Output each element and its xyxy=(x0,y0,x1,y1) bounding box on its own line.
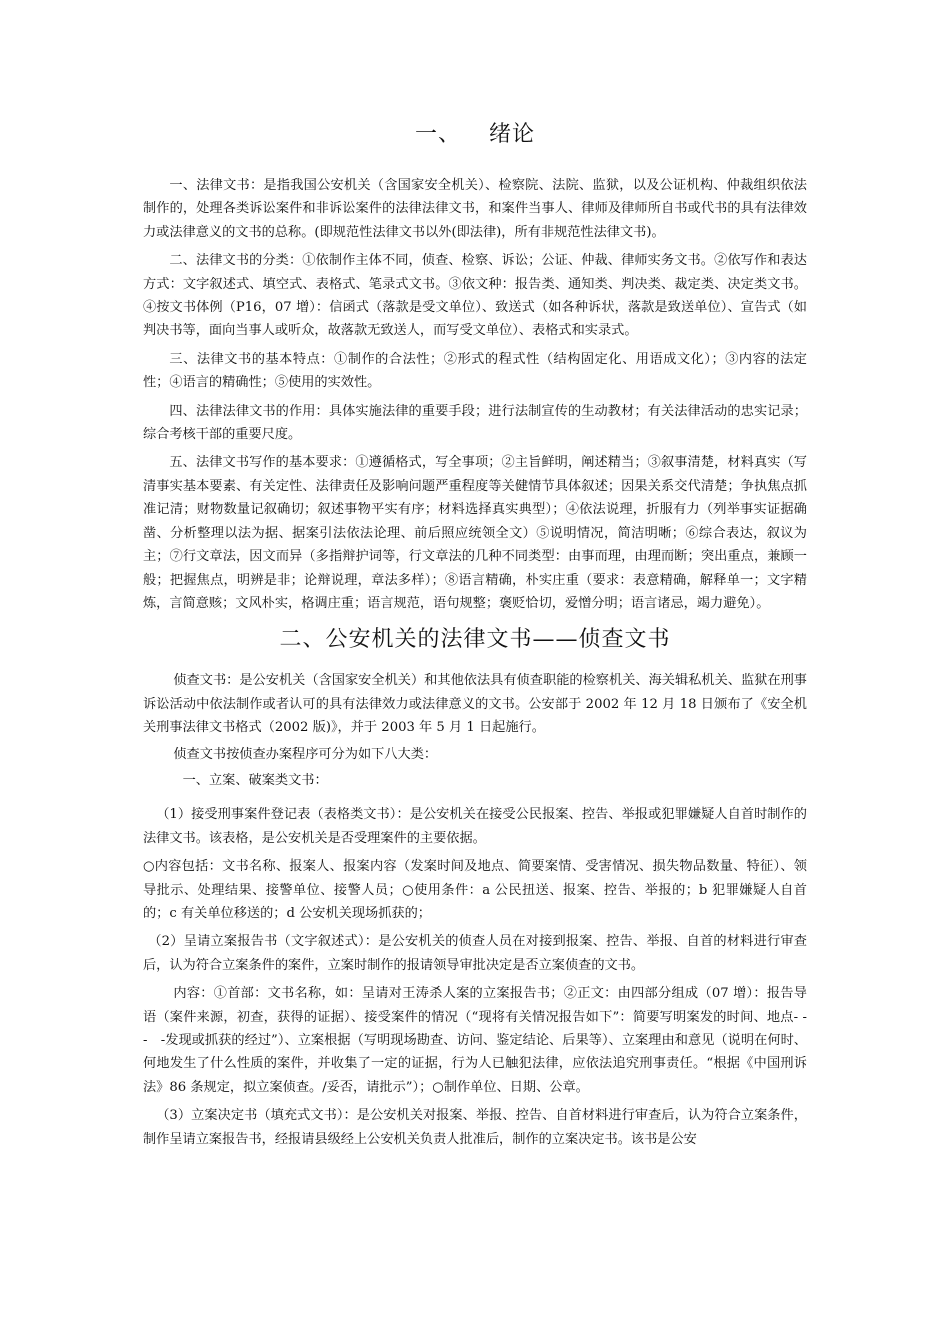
section-1-number: 一、 xyxy=(414,122,461,147)
section-1-title: 绪论 xyxy=(489,122,536,147)
paragraph-item-2: （2）呈请立案报告书（文字叙述式）：是公安机关的侦查人员在对接到报案、控告、举报、自首的材料进行审查后，认为符合立案条件的案件，立案时制作的报请领导审批决定是否立案侦查的文书。 xyxy=(143,934,807,973)
paragraph-definition: 一、法律文书：是指我国公安机关（含国家安全机关）、检察院、法院、监狱，以及公证机构、仲裁组织依法制作的，处理各类诉讼案件和非诉讼案件的法律法律文书，和案件当事人、律师及律师所自书或代书的具有法律效力或法律意义的文书的总称。(即规范性法律文书以外(即法律)，所有非规范性法律文书)。 xyxy=(143,178,807,240)
paragraph-item-3: （3）立案决定书（填充式文书）：是公安机关对报案、举报、控告、自首材料进行审查后，认为符合立案条件，制作呈请立案报告书，经报请县级经上公安机关负责人批准后，制作的立案决定书。该书是公安 xyxy=(143,1108,807,1147)
paragraph-item-2-content: 内容：①首部：文书名称，如：呈请对王涛杀人案的立案报告书；②正文：由四部分组成（07 增）：报告导语（案件来源，初查，获得的证据）、接受案件的情况（“现将有关情况报告如下”：简要写明案发的时间、地点- - - -发现或抓获的经过”）、立案根据（写明现场勘查、访问、鉴定结论、后果等）、立案理由和意见（说明在何时、何地发生了什么性质的案件，并收集了一定的证据，行为人已触犯法律，应依法追究刑事责任。“根据《中国刑诉法》86 条规定，拟立案侦查。/妥否，请批示”）；○制作单位、日期、公章。 xyxy=(143,986,807,1095)
section-2-heading: 二、公安机关的法律文书——侦查文书 xyxy=(279,627,671,653)
paragraph-investigation-intro: 侦查文书：是公安机关（含国家安全机关）和其他依法具有侦查职能的检察机关、海关辑私机关、监狱在刑事诉讼活动中依法制作或者认可的具有法律效力或法律意义的文书。公安部于 2002 年 12 月 18 日颁布了《安全机关刑事法律文书格式（2002 版)》，并于 2003 年 5 月 1 日起施行。 xyxy=(143,673,807,736)
paragraph-requirements: 五、法律文书写作的基本要求：①遵循格式，写全事项；②主旨鲜明，阐述精当；③叙事清楚，材料真实（写清事实基本要素、有关定性、法律责任及影响问题严重程度等关健情节具体叙述；因果关系交代清楚；争执焦点抓准记清；财物数量记叙确切；叙述事物平实有序；材料选择真实典型）；④依法说理，折服有力（列举事实证据确凿、分析整理以法为据、据案引法依法论理、前后照应统领全文）⑤说明情况，简洁明晰；⑥综合表达，叙议为主；⑦行文章法，因文而异（多指辩护词等，行文章法的几种不同类型：由事而理，由理而断；突出重点，兼顾一般；把握焦点，明辨是非；论辩说理，章法多样）；⑧语言精确，朴实庄重（要求：表意精确，解释单一；文字精炼，言简意赅；文风朴实，格调庄重；语言规范，语句规整；褒贬恰切，爱憎分明；语言诸忌，竭力避免）。 xyxy=(143,455,807,611)
paragraph-features: 三、法律文书的基本特点：①制作的合法性；②形式的程式性（结构固定化、用语成文化）；③内容的法定性；④语言的精确性；⑤使用的实效性。 xyxy=(143,351,807,391)
paragraph-functions: 四、法律法律文书的作用：具体实施法律的重要手段；进行法制宣传的生动教材；有关法律活动的忠实记录；综合考核干部的重要尺度。 xyxy=(143,403,807,443)
paragraph-item-1-content: ○内容包括：文书名称、报案人、报案内容（发案时间及地点、简要案情、受害情况、损失物品数量、特征）、领导批示、处理结果、接警单位、接警人员；○使用条件：a 公民扭送、报案、控告、举报的；b 犯罪嫌疑人自首的；c 有关单位移送的；d 公安机关现场抓获的； xyxy=(143,859,807,921)
paragraph-item-1: （1）接受刑事案件登记表（表格类文书）：是公安机关在接受公民报案、控告、举报或犯罪嫌疑人自首时制作的法律文书。该表格，是公安机关是否受理案件的主要依据。 xyxy=(143,807,807,846)
paragraph-categories-intro: 侦查文书按侦查办案程序可分为如下八大类： xyxy=(173,746,438,762)
paragraph-category-1: 一、立案、破案类文书： xyxy=(182,772,328,788)
section-1-heading xyxy=(143,118,807,152)
document-body xyxy=(143,118,807,1156)
paragraph-classification: 二、法律文书的分类：①依制作主体不同，侦查、检察、诉讼；公证、仲裁、律师实务文书。②依写作和表达方式：文字叙述式、填空式、表格式、笔录式文书。③依文种：报告类、通知类、判决类、裁定类、决定类文书。④按文书体例（P16，07 增）：信函式（落款是受文单位）、致送式（如各种诉状，落款是致送单位）、宣告式（如判决书等，面向当事人或听众，故落款无致送人，而写受文单位）、表格式和实录式。 xyxy=(143,253,807,339)
